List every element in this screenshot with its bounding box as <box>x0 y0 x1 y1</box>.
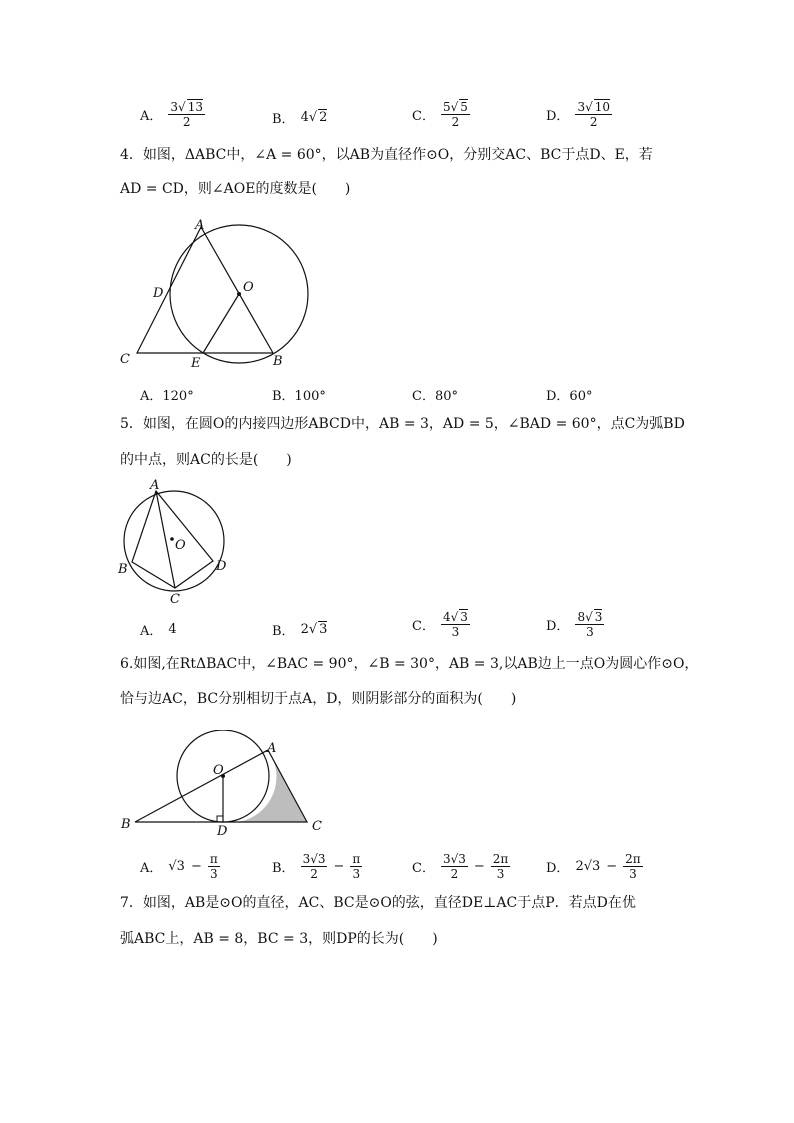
q5-text-line1: 5．如图，在圆O的内接四边形ABCD中，AB = 3，AD = 5，∠BAD = 60°，点C为弧BD <box>120 416 685 432</box>
q4-option-a[interactable]: A．120° <box>140 389 194 404</box>
label-o: O <box>243 280 254 295</box>
label-b: B <box>121 817 131 832</box>
label-d: D <box>153 286 164 301</box>
option-label: C． <box>412 109 435 124</box>
right-angle-mark <box>217 816 223 822</box>
label-a: A <box>195 218 205 233</box>
q3-option-c[interactable] <box>412 100 470 129</box>
label-o: O <box>175 538 186 553</box>
fraction: $\frac{3√ 10}{2}$ <box>575 100 612 129</box>
q6-option-b[interactable]: B． $\frac{3√3}{2}$ − $\frac{\pi}{3}$ <box>272 852 361 881</box>
fraction: $\frac{\pi}{3}$ <box>209 852 218 881</box>
q5-option-d[interactable] <box>546 610 604 639</box>
label-a: A <box>267 741 277 756</box>
q6-text-line1: 6.如图,在RtΔBAC中，∠BAC = 90°，∠B = 30°，AB = 3,以AB边上一点O为圆心作⊙O， <box>120 656 699 672</box>
q4-option-c[interactable]: C．80° <box>412 389 458 404</box>
label-c: C <box>312 819 322 834</box>
fraction: $\frac{3√ 13}{2}$ <box>168 100 205 129</box>
label-o: O <box>213 763 224 778</box>
q3-option-a[interactable] <box>140 100 205 129</box>
fraction: $\frac{5√ 5}{2}$ <box>441 100 470 129</box>
q6-figure <box>115 730 330 840</box>
q5-figure <box>112 478 237 606</box>
q5-option-c[interactable] <box>412 610 470 639</box>
center-dot <box>170 537 174 541</box>
option-label: D． <box>546 109 570 124</box>
q4-text-line2: AD = CD，则∠AOE的度数是( ) <box>120 181 351 197</box>
fraction: $\frac{4√ 3}{3}$ <box>441 610 470 639</box>
q7-text-line1: 7．如图，AB是⊙O的直径，AC、BC是⊙O的弦，直径DE⊥AC于点P．若点D在优 <box>120 895 636 911</box>
label-c: C <box>120 352 130 367</box>
label-c: C <box>170 592 180 606</box>
label-e: E <box>191 356 201 371</box>
fraction: $\frac{\pi}{3}$ <box>352 852 361 881</box>
fraction: $\frac{2\pi}{3}$ <box>492 852 509 881</box>
option-label: A． <box>140 109 163 124</box>
q6-text-line2: 恰与边AC，BC分别相切于点A，D，则阴影部分的面积为( ) <box>120 691 517 707</box>
fraction: $\frac{2\pi}{3}$ <box>625 852 641 881</box>
option-label: A． <box>140 624 163 639</box>
option-value: 4√ 2 <box>301 110 328 125</box>
option-label: B． <box>272 624 295 639</box>
segment-oe <box>203 294 239 353</box>
label-d: D <box>216 559 227 574</box>
q5-text-line2: 的中点，则AC的长是( ) <box>120 452 292 468</box>
fraction: $\frac{3√3}{2}$ <box>442 852 466 881</box>
label-d: D <box>217 824 228 839</box>
option-label: A． <box>140 861 163 876</box>
option-label: D． <box>546 861 570 876</box>
option-label: B． <box>272 112 295 127</box>
q6-option-a[interactable]: A． √3 − $\frac{\pi}{3}$ <box>140 852 218 881</box>
center-dot <box>237 292 241 296</box>
q4-text-line1: 4．如图，ΔABC中，∠A = 60°，以AB为直径作⊙O，分别交AC、BC于点D、E，若 <box>120 147 653 163</box>
q4-figure <box>115 215 325 375</box>
option-label: B． <box>272 861 295 876</box>
option-label: C． <box>412 861 435 876</box>
q3-option-b[interactable] <box>272 108 327 127</box>
fraction: $\frac{3√3}{2}$ <box>302 852 326 881</box>
q5-option-b[interactable] <box>272 620 327 639</box>
option-label: C． <box>412 619 435 634</box>
fraction: $\frac{8√ 3}{3}$ <box>575 610 604 639</box>
q4-option-b[interactable]: B．100° <box>272 389 326 404</box>
option-value: 2√ 3 <box>301 622 328 637</box>
q5-option-a[interactable] <box>140 620 177 639</box>
option-label: D． <box>546 619 570 634</box>
q3-option-d[interactable] <box>546 100 612 129</box>
q6-option-c[interactable]: C． $\frac{3√3}{2}$ − $\frac{2\pi}{3}$ <box>412 852 509 881</box>
label-b: B <box>118 562 128 577</box>
shaded-region <box>223 750 307 823</box>
q6-option-d[interactable]: D． 2√3 − $\frac{2\pi}{3}$ <box>546 852 641 881</box>
q4-option-d[interactable]: D．60° <box>546 389 593 404</box>
label-a: A <box>150 478 160 493</box>
label-b: B <box>273 354 283 369</box>
q7-text-line2: 弧ABC上，AB = 8，BC = 3，则DP的长为( ) <box>120 931 438 947</box>
option-value: 4 <box>168 622 177 637</box>
